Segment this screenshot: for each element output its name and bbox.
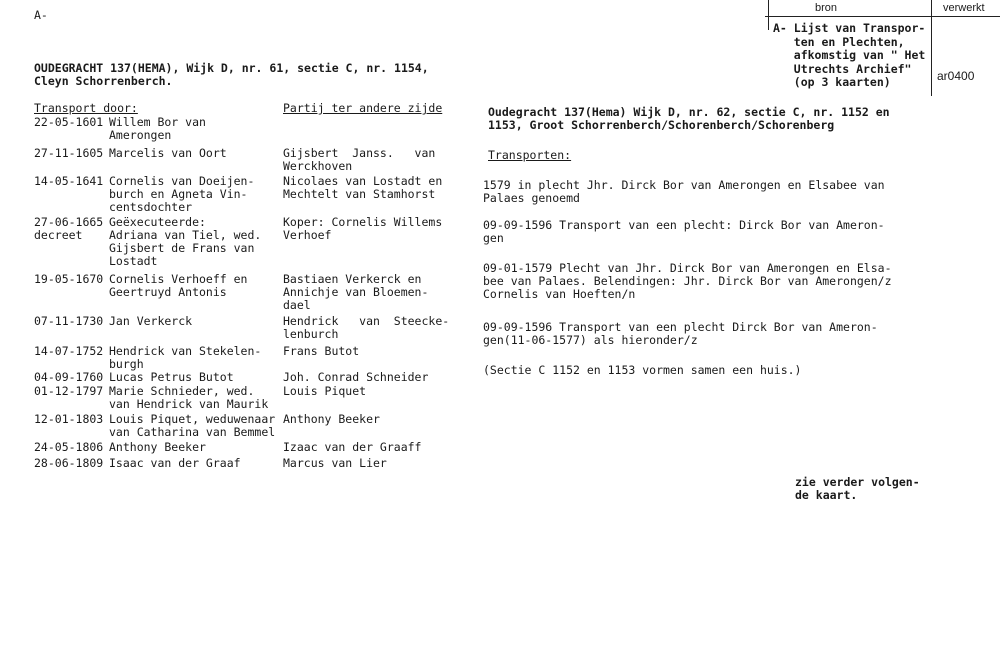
transport-date: 14-05-1641: [34, 174, 104, 188]
footer-note-line: de kaart.: [795, 488, 858, 502]
transport-party: [283, 457, 453, 470]
transport-party-line: Louis Piquet: [283, 384, 367, 398]
transport-name-line: Geertruyd Antonis: [109, 285, 227, 299]
right-heading-line: Oudegracht 137(Hema) Wijk D, nr. 62, sectie C, nr. 1152 en: [488, 105, 890, 119]
bron-label: bron: [815, 2, 838, 14]
transport-date: 22-05-1601: [34, 115, 104, 129]
transport-party-line: Marcus van Lier: [283, 456, 387, 470]
transport-name-line: burgh: [109, 357, 144, 371]
transport-name: [109, 385, 279, 411]
transport-name-line: Louis Piquet, weduwenaar: [109, 412, 276, 426]
transport-name-line: Amerongen: [109, 128, 172, 142]
transport-party: [283, 371, 453, 384]
footer-note-line: zie verder volgen-: [795, 475, 920, 489]
transport-party: [283, 175, 453, 201]
transport-date: 24-05-1806: [34, 440, 104, 454]
transport-party-line: Annichje van Bloemen-: [283, 285, 429, 299]
right-transports-header: Transporten:: [488, 148, 572, 162]
transport-date: 14-07-1752: [34, 344, 104, 358]
transport-party-line: lenburch: [283, 327, 339, 341]
transport-name-line: Lucas Petrus Butot: [109, 370, 234, 384]
bron-text-line: Utrechts Archief": [773, 61, 912, 76]
transport-name-line: Geëxecuteerde:: [109, 215, 206, 229]
right-paragraph-line: 1579 in plecht Jhr. Dirck Bor van Amerongen en Elsabee van: [483, 178, 885, 192]
transport-party-line: Hendrick van Steecke-: [283, 314, 450, 328]
transport-party-line: Mechtelt van Stamhorst: [283, 187, 436, 201]
transport-name-line: Willem Bor van: [109, 115, 206, 129]
transport-date: 27-11-1605: [34, 146, 104, 160]
bron-text-line: ten en Plechten,: [773, 34, 905, 49]
transport-name-line: Adriana van Tiel, wed.: [109, 228, 262, 242]
transport-name: [109, 175, 279, 214]
transport-party: [283, 147, 453, 173]
transport-name-line: Gijsbert de Frans van: [109, 241, 255, 255]
transport-name: [109, 216, 279, 268]
left-heading: [34, 62, 429, 88]
left-heading-line: OUDEGRACHT 137(HEMA), Wijk D, nr. 61, sectie C, nr. 1154,: [34, 61, 429, 75]
transport-party-line: Koper: Cornelis Willems: [283, 215, 443, 229]
corner-marker: A-: [34, 8, 48, 22]
transport-party: [283, 345, 453, 358]
transport-party: [283, 315, 453, 341]
right-paragraph: [483, 321, 878, 347]
transport-party-line: Verhoef: [283, 228, 332, 242]
transport-name-line: van Hendrick van Maurik: [109, 397, 269, 411]
transport-name-line: Jan Verkerck: [109, 314, 193, 328]
transport-name: [109, 371, 279, 384]
transport-date: 28-06-1809: [34, 456, 104, 470]
transport-name-line: van Catharina van Bemmel: [109, 425, 276, 439]
bron-text-line: A- Lijst van Transpor-: [773, 21, 926, 35]
transport-party-line: Joh. Conrad Schneider: [283, 370, 429, 384]
transport-name-line: Isaac van der Graaf: [109, 456, 241, 470]
transport-name-line: Marie Schnieder, wed.: [109, 384, 255, 398]
transport-name-line: Anthony Beeker: [109, 440, 206, 454]
transport-name-line: Marcelis van Oort: [109, 146, 227, 160]
transport-name: [109, 413, 279, 439]
transport-name-line: Lostadt: [109, 254, 158, 268]
transport-party: [283, 441, 453, 454]
right-paragraph-line: bee van Palaes. Belendingen: Jhr. Dirck Bor van Amerongen/z: [483, 274, 892, 288]
transport-name-line: Cornelis van Doeijen-: [109, 174, 255, 188]
transport-header: Transport door:: [34, 101, 138, 115]
right-paragraph: [483, 219, 885, 245]
transport-date: 07-11-1730: [34, 314, 104, 328]
transport-date-note: decreet: [34, 228, 83, 242]
bron-header-rule: [765, 16, 1000, 17]
transport-name-line: Cornelis Verhoeff en: [109, 272, 248, 286]
right-heading: [488, 106, 890, 132]
transport-party: [283, 385, 453, 398]
bron-text: [773, 22, 925, 90]
right-paragraph-line: gen: [483, 231, 504, 245]
transport-name: [109, 147, 279, 160]
transport-party-line: Werckhoven: [283, 159, 353, 173]
right-paragraph-line: Palaes genoemd: [483, 191, 580, 205]
transport-date: 01-12-1797: [34, 384, 104, 398]
transport-name-line: Hendrick van Stekelen-: [109, 344, 262, 358]
transport-party: [283, 216, 453, 242]
right-paragraph-line: gen(11-06-1577) als hieronder/z: [483, 333, 698, 347]
right-paragraph-line: 09-01-1579 Plecht van Jhr. Dirck Bor van Amerongen en Elsa-: [483, 261, 892, 275]
verwerkt-value: ar0400: [937, 69, 975, 83]
transport-party-line: Frans Butot: [283, 344, 360, 358]
transport-date: 19-05-1670: [34, 272, 104, 286]
bron-text-line: afkomstig van " Het: [773, 48, 926, 62]
transport-name: [109, 315, 279, 328]
right-paragraph-line: Cornelis van Hoeften/n: [483, 287, 636, 301]
footer-note: [795, 476, 920, 502]
transport-name: [109, 457, 279, 470]
transport-party-line: Nicolaes van Lostadt en: [283, 174, 443, 188]
bron-left-rule: [768, 0, 769, 30]
right-heading-line: 1153, Groot Schorrenberch/Schorenberch/Schorenberg: [488, 118, 835, 132]
transport-date: 12-01-1803: [34, 412, 104, 426]
transport-party: [283, 273, 453, 312]
bron-divider: [931, 0, 932, 96]
transport-party-line: Anthony Beeker: [283, 412, 380, 426]
left-heading-line: Cleyn Schorrenberch.: [34, 74, 173, 88]
bron-box: [765, 0, 1000, 96]
right-paragraph: [483, 364, 802, 377]
transport-name: [109, 273, 279, 299]
right-paragraph: [483, 179, 885, 205]
right-paragraph-line: 09-09-1596 Transport van een plecht: Dirck Bor van Ameron-: [483, 218, 885, 232]
transport-name-line: centsdochter: [109, 200, 193, 214]
transport-date: 04-09-1760: [34, 370, 104, 384]
right-paragraph: [483, 262, 892, 301]
transport-name-line: burch en Agneta Vin-: [109, 187, 248, 201]
transport-date: 27-06-1665: [34, 215, 104, 229]
right-paragraph-line: 09-09-1596 Transport van een plecht Dirck Bor van Ameron-: [483, 320, 878, 334]
right-paragraph-line: (Sectie C 1152 en 1153 vormen samen een huis.): [483, 363, 802, 377]
transport-party-line: Izaac van der Graaff: [283, 440, 422, 454]
transport-name: [109, 116, 279, 142]
party-header: Partij ter andere zijde: [283, 101, 443, 115]
transport-party: [283, 413, 453, 426]
verwerkt-label: verwerkt: [943, 2, 985, 14]
transport-name: [109, 345, 279, 371]
transport-party-line: Bastiaen Verkerck en: [283, 272, 422, 286]
transport-party-line: dael: [283, 298, 311, 312]
transport-party-line: Gijsbert Janss. van: [283, 146, 436, 160]
bron-text-line: (op 3 kaarten): [773, 75, 891, 89]
transport-name: [109, 441, 279, 454]
